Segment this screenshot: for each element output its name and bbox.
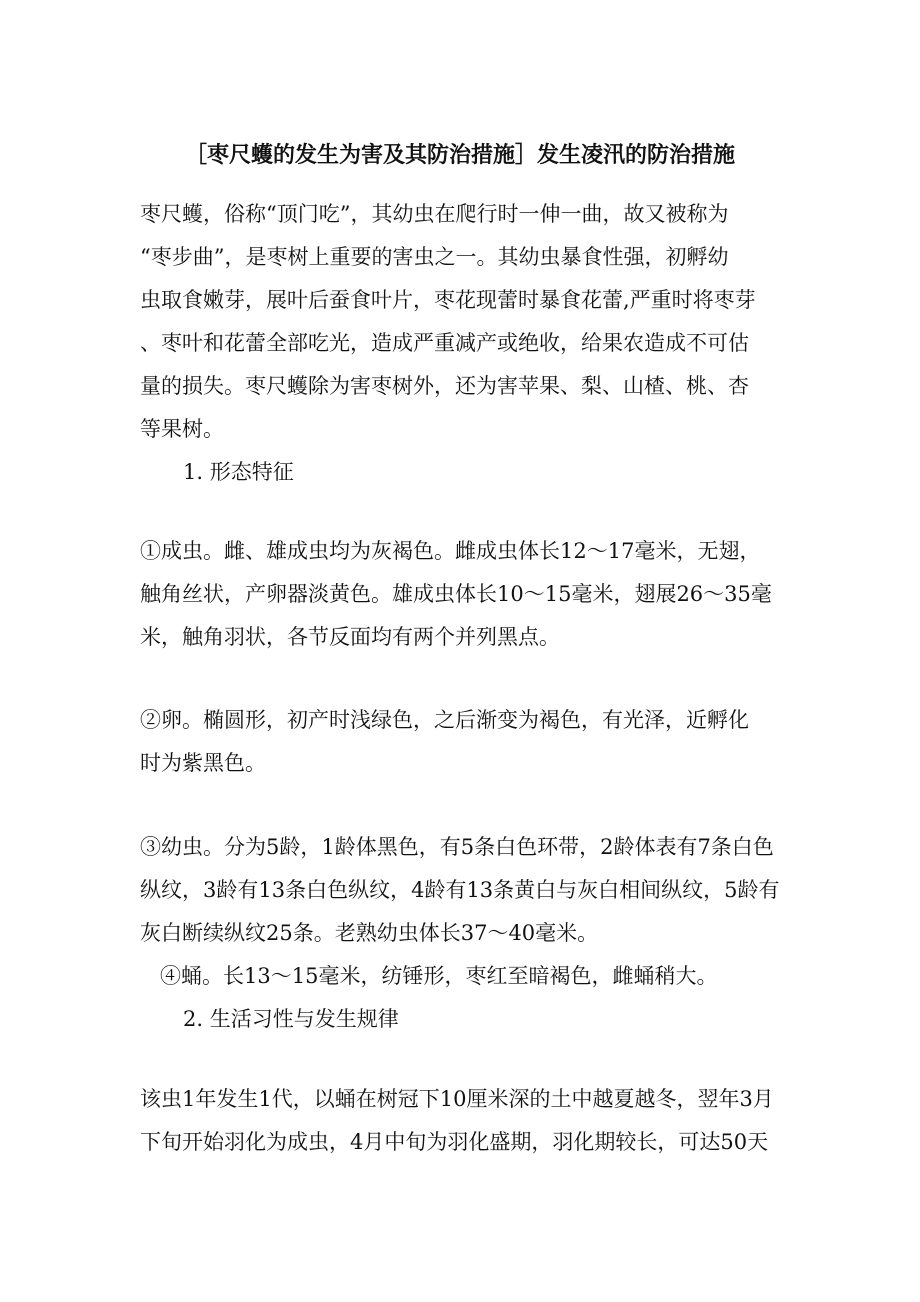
- text-line: 1. 形态特征: [183, 460, 294, 484]
- text-line: 米，触角羽状，各节反面均有两个并列黑点。: [140, 625, 560, 649]
- larva-paragraph: [140, 826, 790, 955]
- text-line: ②卵。椭圆形，初产时浅绿色，之后渐变为褐色，有光泽，近孵化: [140, 708, 749, 732]
- text-line: 量的损失。枣尺蠖除为害枣树外，还为害苹果、梨、山楂、桃、杏: [140, 374, 749, 398]
- intro-paragraph: [140, 193, 790, 451]
- text-line: 下旬开始羽化为成虫，4月中旬为羽化盛期，羽化期较长，可达50天: [140, 1130, 769, 1154]
- text-line: 2. 生活习性与发生规律: [183, 1007, 399, 1031]
- text-line: 灰白断续纵纹25条。老熟幼虫体长37～40毫米。: [140, 921, 599, 945]
- habits-paragraph: [140, 1078, 790, 1164]
- text-line: 枣尺蠖，俗称“顶门吃”，其幼虫在爬行时一伸一曲，故又被称为: [140, 202, 729, 226]
- document-title: ［枣尺蠖的发生为害及其防治措施］发生凌汛的防治措施: [184, 142, 735, 168]
- text-line: 等果树。: [140, 417, 224, 441]
- egg-paragraph: [140, 699, 790, 785]
- section-heading-habits: [183, 998, 833, 1041]
- text-line: 纵纹，3龄有13条白色纵纹，4龄有13条黄白与灰白相间纵纹，5龄有: [140, 878, 780, 902]
- text-line: “枣步曲”，是枣树上重要的害虫之一。其幼虫暴食性强，初孵幼: [140, 245, 729, 269]
- text-line: 时为紫黑色。: [140, 751, 266, 775]
- text-line: 该虫1年发生1代，以蛹在树冠下10厘米深的土中越夏越冬，翌年3月: [140, 1087, 774, 1111]
- text-line: 触角丝状，产卵器淡黄色。雄成虫体长10～15毫米，翅展26～35毫: [140, 582, 772, 606]
- text-line: 虫取食嫩芽，展叶后蚕食叶片，枣花现蕾时暴食花蕾,严重时将枣芽: [140, 288, 756, 312]
- section-heading-morphology: [183, 451, 833, 494]
- text-line: ③幼虫。分为5龄，1龄体黑色，有5条白色环带，2龄体表有7条白色: [140, 835, 774, 859]
- text-line: 、枣叶和花蕾全部吃光，造成严重减产或绝收，给果农造成不可估: [140, 331, 749, 355]
- text-line: ①成虫。雌、雄成虫均为灰褐色。雌成虫体长12～17毫米，无翅，: [140, 539, 761, 563]
- text-line: ④蛹。长13～15毫米，纺锤形，枣红至暗褐色，雌蛹稍大。: [160, 964, 718, 988]
- pupa-paragraph: [160, 955, 810, 998]
- adult-paragraph: [140, 530, 790, 659]
